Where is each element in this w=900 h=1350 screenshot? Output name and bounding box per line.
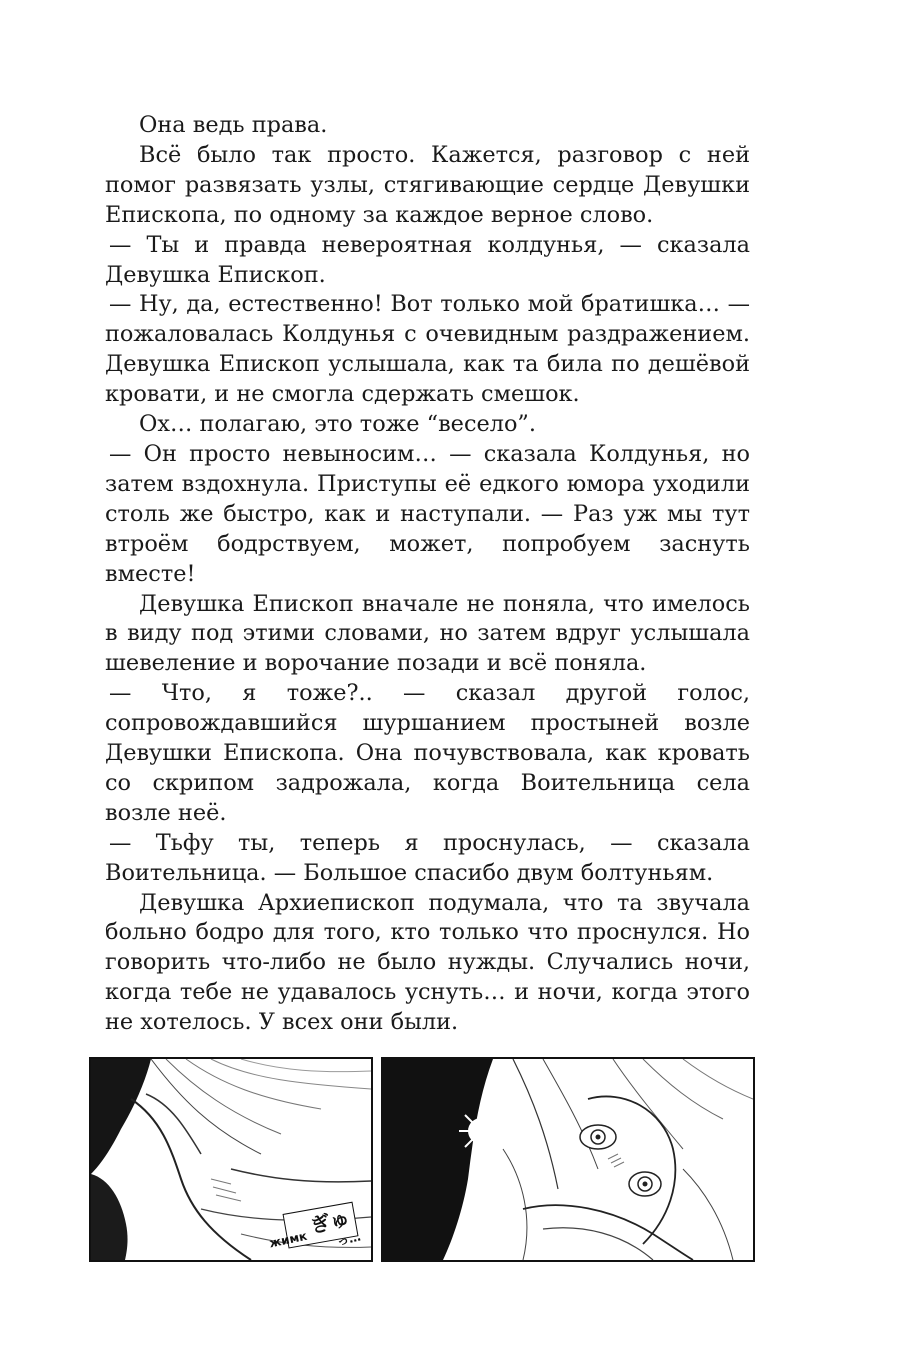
paragraph-7: Девушка Епископ вначале не поняла, что имелось в виду под этими словами, но затем вдруг услышала шевеление и ворочание позади и всё поняла. — [105, 590, 750, 677]
paragraph-4: — Ну, да, естественно! Вот только мой братишка… — пожаловалась Колдунья с очевидным раздражением. Девушка Епископ услышала, как та била по дешёвой кровати, и не смогла сдержать смешок. — [105, 291, 750, 408]
body-text — [105, 111, 750, 1038]
paragraph-8: — Что, я тоже?.. — сказал другой голос, сопровождавшийся шуршанием простыней возле Девушки Епископа. Она почувствовала, как кровать со скрипом задрожала, когда Воительница села возле неё. — [105, 680, 750, 826]
paragraph-10: Девушка Архиепископ подумала, что та звучала больно бодро для того, кто только что проснулся. Но говорить что-либо не было нужды. Случались ночи, когда тебе не удавалось уснуть… и ночи, когда этого не хотелось. У всех они были. — [105, 889, 750, 1036]
paragraph-6: — Он просто невыносим… — сказала Колдунья, но затем вздохнула. Приступы её едкого юмора уходили столь же быстро, как и наступали. — Раз уж мы тут втроём бодрствуем, может, попробуем заснуть вместе! — [105, 440, 750, 587]
paragraph-3: — Ты и правда невероятная колдунья, — сказала Девушка Епископ. — [105, 231, 750, 288]
panel-right-art — [383, 1059, 753, 1260]
sfx-japanese-tail: っ… — [335, 1229, 363, 1249]
paragraph-9: — Тьфу ты, теперь я проснулась, — сказала Воительница. — Большое спасибо двум болтуньям. — [105, 829, 750, 886]
sfx-russian: жимк — [268, 1228, 309, 1251]
panel-left-art — [91, 1059, 371, 1260]
sfx-japanese: ぎゅ — [307, 1205, 353, 1239]
paragraph-2: Всё было так просто. Кажется, разговор с ней помог развязать узлы, стягивающие сердце Девушки Епископа, по одному за каждое верное слово. — [105, 141, 750, 228]
paragraph-1: Она ведь права. — [139, 112, 328, 138]
paragraph-5: Ох… полагаю, это тоже “весело”. — [139, 411, 536, 438]
manga-panel-left — [89, 1057, 373, 1262]
manga-panel-right — [381, 1057, 755, 1262]
